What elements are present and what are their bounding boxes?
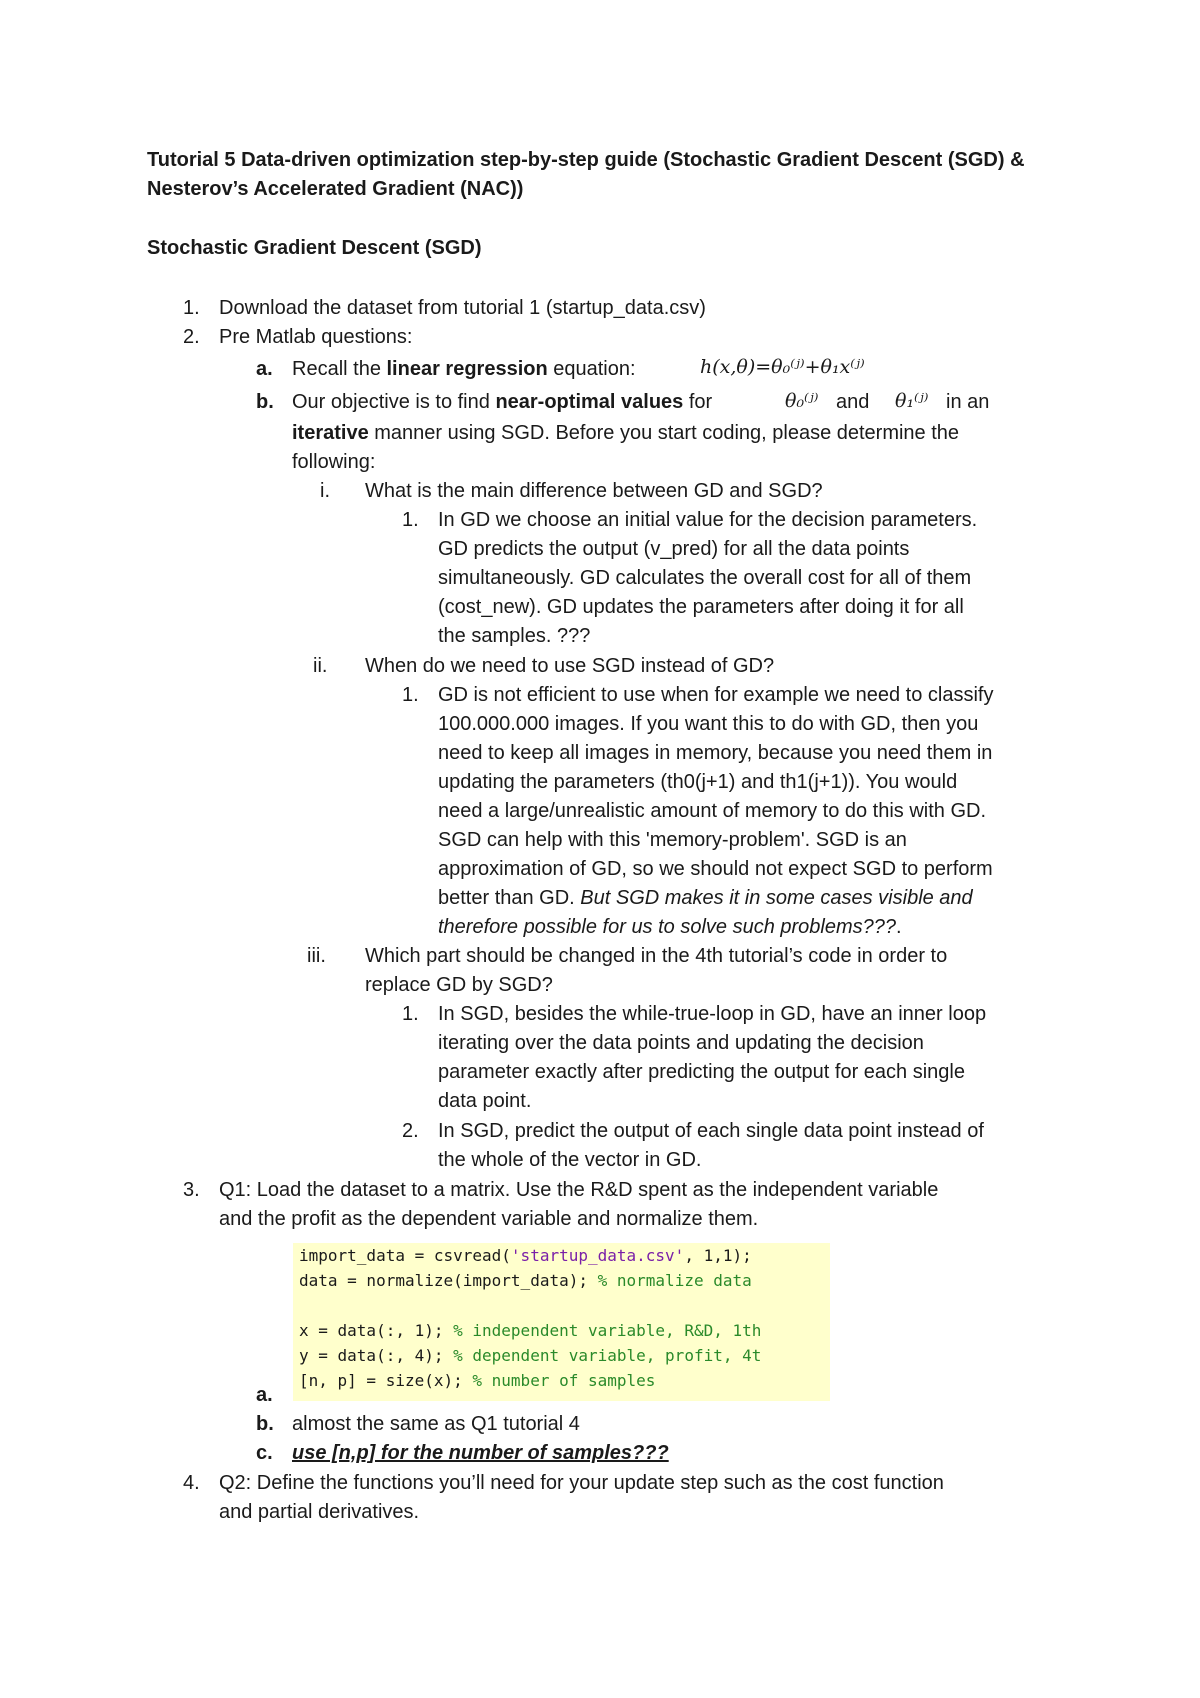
- linear-regression-equation: h(x,θ)=θ₀⁽ʲ⁾+θ₁x⁽ʲ⁾: [700, 356, 865, 378]
- item-3-number: 3.: [183, 1179, 200, 1201]
- item-2a-letter: a.: [256, 358, 273, 380]
- item-1-text: Download the dataset from tutorial 1 (startup_data.csv): [219, 297, 706, 319]
- item-ii-answer-line: updating the parameters (th0(j+1) and th1(j+1)). You would: [438, 771, 958, 793]
- item-4-line: Q2: Define the functions you’ll need for your update step such as the cost function: [219, 1472, 944, 1494]
- item-2b-letter: b.: [256, 391, 274, 413]
- item-ii-answer-line: approximation of GD, so we should not expect SGD to perform: [438, 858, 993, 880]
- item-4-number: 4.: [183, 1472, 200, 1494]
- item-4-line: and partial derivatives.: [219, 1501, 420, 1523]
- matlab-code-snippet: [293, 1243, 830, 1401]
- item-3-line: Q1: Load the dataset to a matrix. Use the R&D spent as the independent variable: [219, 1179, 939, 1201]
- item-3-line: and the profit as the dependent variable and normalize them.: [219, 1208, 759, 1230]
- document-title: Tutorial 5 Data-driven optimization step-by-step guide (Stochastic Gradient Descent (SGD) & Nesterov’s Accelerated Gradient (NAC)): [147, 149, 1025, 200]
- item-iii-numeral: iii.: [307, 945, 326, 967]
- item-iii-answer-2-line: the whole of the vector in GD.: [438, 1149, 702, 1171]
- code-line: y = data(:, 4); % dependent variable, profit, 4t: [299, 1346, 762, 1365]
- code-line: x = data(:, 1); % independent variable, R&D, 1th: [299, 1321, 762, 1340]
- item-ii-numeral: ii.: [313, 655, 328, 677]
- item-ii-answer-line: 100.000.000 images. If you want this to do with GD, then you: [438, 713, 979, 735]
- item-iii-answer-1-line: iterating over the data points and updating the decision: [438, 1032, 924, 1054]
- item-3b-text: almost the same as Q1 tutorial 4: [292, 1413, 580, 1435]
- item-iii-answer-2-number: 2.: [402, 1120, 419, 1142]
- item-iii-answer-2-line: In SGD, predict the output of each single data point instead of: [438, 1120, 984, 1142]
- code-line: import_data = csvread('startup_data.csv', 1,1);: [299, 1246, 752, 1265]
- item-2b-line-3: following:: [292, 451, 376, 473]
- item-ii-answer-line: need to keep all images in memory, because you need them in: [438, 742, 993, 764]
- item-2-number: 2.: [183, 326, 200, 348]
- code-line: [n, p] = size(x); % number of samples: [299, 1371, 656, 1390]
- section-title: Stochastic Gradient Descent (SGD): [147, 237, 482, 259]
- code-line: data = normalize(import_data); % normalize data: [299, 1271, 752, 1290]
- theta0-symbol: θ₀⁽ʲ⁾: [785, 390, 819, 412]
- item-3c-text: use [n,p] for the number of samples???: [292, 1442, 669, 1464]
- item-3c-letter: c.: [256, 1442, 273, 1464]
- code-blank-line: [293, 1293, 830, 1318]
- item-i-numeral: i.: [320, 480, 330, 502]
- item-ii-answer-line: SGD can help with this 'memory-problem'. SGD is an: [438, 829, 907, 851]
- item-ii-question: When do we need to use SGD instead of GD?: [365, 655, 775, 677]
- item-2b-line-2: iterative manner using SGD. Before you start coding, please determine the: [292, 422, 960, 444]
- item-3b-letter: b.: [256, 1413, 274, 1435]
- item-iii-question-line: replace GD by SGD?: [365, 974, 553, 996]
- item-2b-line-1: Our objective is to find near-optimal values for: [292, 391, 713, 413]
- item-ii-answer-line: better than GD. But SGD makes it in some cases visible and: [438, 887, 973, 909]
- item-i-answer-line: simultaneously. GD calculates the overall cost for all of them: [438, 567, 972, 589]
- item-iii-answer-1-line: In SGD, besides the while-true-loop in GD, have an inner loop: [438, 1003, 987, 1025]
- item-2-text: Pre Matlab questions:: [219, 326, 413, 348]
- item-2a-text: Recall the linear regression equation:: [292, 358, 636, 380]
- item-ii-answer-line: GD is not efficient to use when for example we need to classify: [438, 684, 994, 706]
- theta1-symbol: θ₁⁽ʲ⁾: [895, 390, 929, 412]
- item-ii-answer-line: need a large/unrealistic amount of memory to do this with GD.: [438, 800, 987, 822]
- item-iii-answer-1-number: 1.: [402, 1003, 419, 1025]
- item-i-answer-line: (cost_new). GD updates the parameters after doing it for all: [438, 596, 964, 618]
- item-1-number: 1.: [183, 297, 200, 319]
- item-i-question: What is the main difference between GD and SGD?: [365, 480, 823, 502]
- item-2b-in-an: in an: [946, 391, 990, 413]
- item-ii-answer-line: therefore possible for us to solve such problems???.: [438, 916, 902, 938]
- item-i-answer-line: In GD we choose an initial value for the decision parameters.: [438, 509, 978, 531]
- item-i-answer-line: GD predicts the output (v_pred) for all the data points: [438, 538, 910, 560]
- item-iii-question-line: Which part should be changed in the 4th tutorial’s code in order to: [365, 945, 948, 967]
- item-i-answer-number: 1.: [402, 509, 419, 531]
- item-ii-answer-number: 1.: [402, 684, 419, 706]
- item-i-answer-line: the samples. ???: [438, 625, 591, 647]
- item-2b-and: and: [836, 391, 870, 413]
- item-iii-answer-1-line: parameter exactly after predicting the output for each single: [438, 1061, 965, 1083]
- item-iii-answer-1-line: data point.: [438, 1090, 532, 1112]
- item-3a-letter: a.: [256, 1384, 273, 1406]
